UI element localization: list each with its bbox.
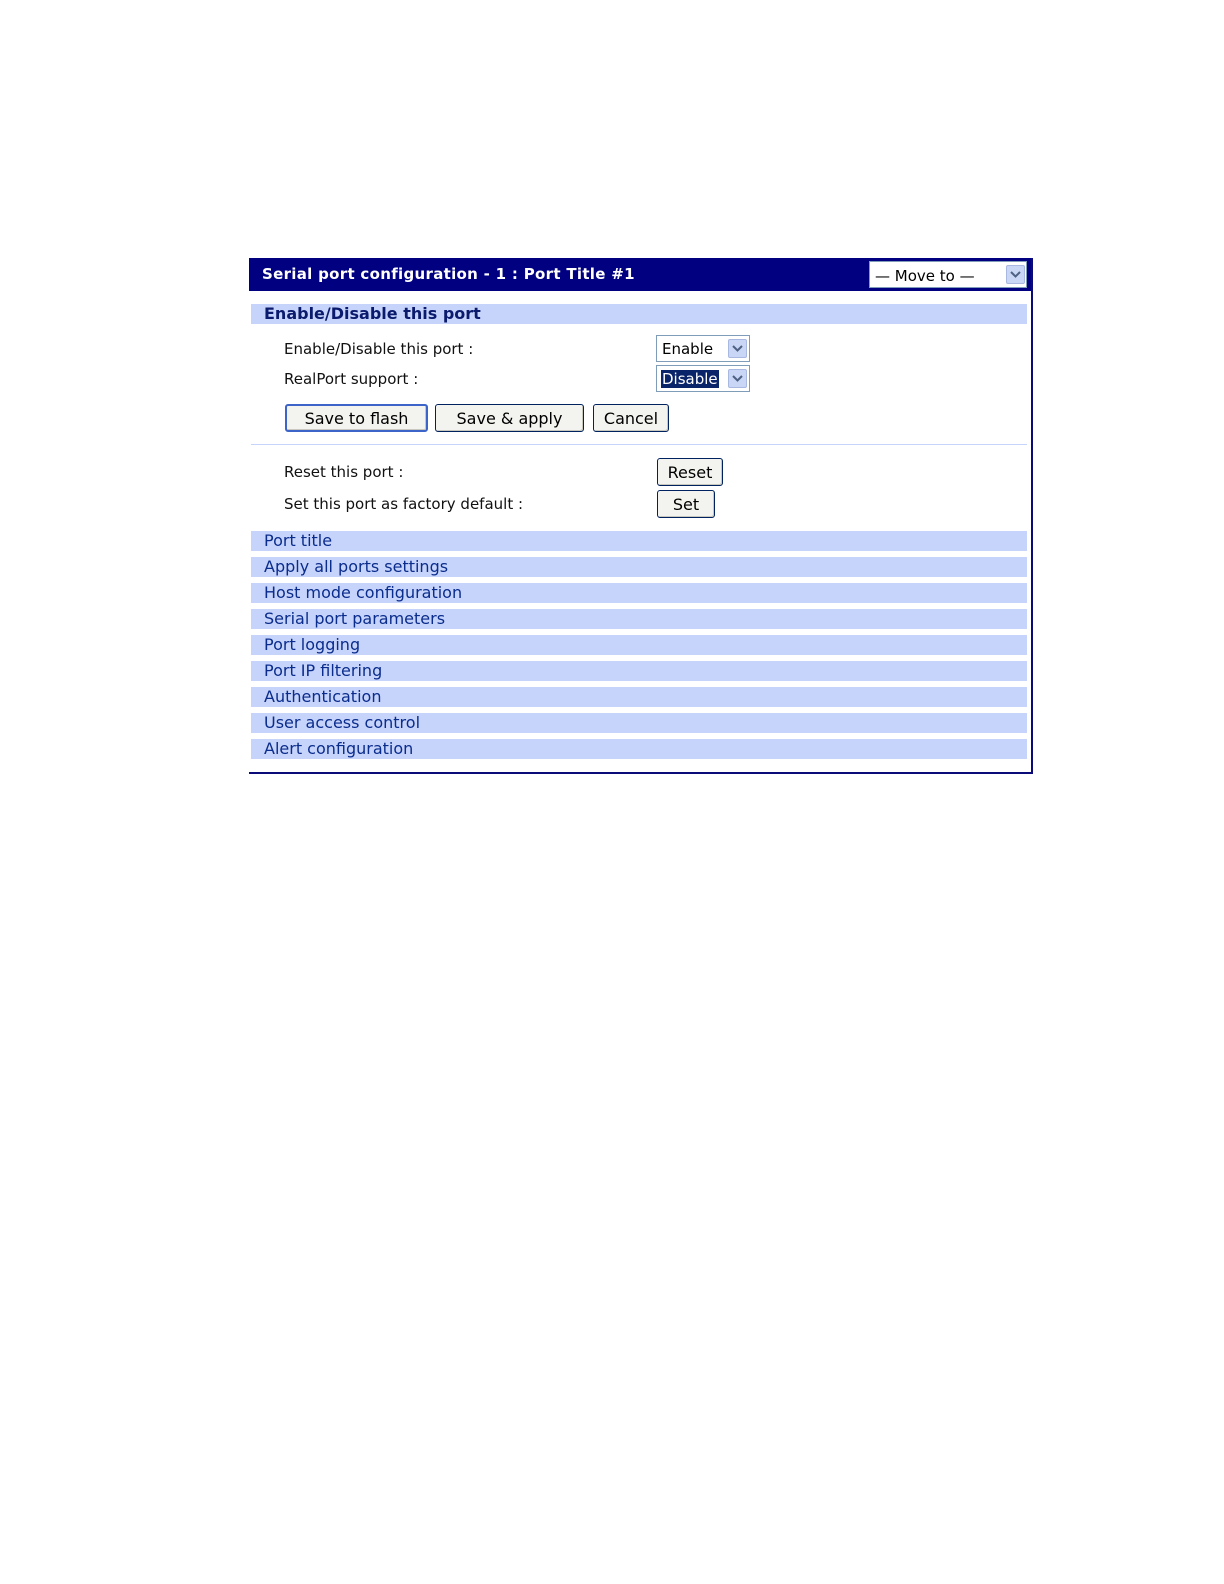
reset-button[interactable]: Reset — [657, 458, 723, 486]
serial-port-config-panel — [249, 258, 1033, 774]
section-port-ip-filtering[interactable]: Port IP filtering — [251, 661, 1027, 681]
realport-label: RealPort support : — [284, 370, 419, 388]
section-port-title[interactable]: Port title — [251, 531, 1027, 551]
section-user-access-control[interactable]: User access control — [251, 713, 1027, 733]
enable-port-value: Enable — [662, 340, 714, 358]
move-to-value: — Move to — — [875, 267, 975, 285]
section-serial-port-parameters[interactable]: Serial port parameters — [251, 609, 1027, 629]
realport-value: Disable — [662, 370, 718, 388]
realport-select[interactable] — [656, 365, 750, 392]
cancel-button[interactable]: Cancel — [593, 404, 669, 432]
chevron-down-icon[interactable] — [728, 339, 747, 358]
save-apply-button[interactable]: Save & apply — [435, 404, 584, 432]
section-apply-all-ports[interactable]: Apply all ports settings — [251, 557, 1027, 577]
factory-default-label: Set this port as factory default : — [284, 495, 524, 513]
chevron-down-icon[interactable] — [1006, 265, 1025, 284]
move-to-select[interactable] — [869, 261, 1027, 288]
section-port-logging[interactable]: Port logging — [251, 635, 1027, 655]
enable-port-label: Enable/Disable this port : — [284, 340, 474, 358]
page-title: Serial port configuration - 1 : Port Title #1 — [262, 265, 635, 283]
section-enable-disable[interactable]: Enable/Disable this port — [251, 304, 1027, 324]
section-host-mode[interactable]: Host mode configuration — [251, 583, 1027, 603]
set-button[interactable]: Set — [657, 490, 715, 518]
save-to-flash-button[interactable]: Save to flash — [285, 404, 428, 432]
chevron-down-icon[interactable] — [728, 369, 747, 388]
divider — [251, 444, 1027, 445]
title-bar — [249, 258, 1031, 291]
reset-port-label: Reset this port : — [284, 463, 404, 481]
section-authentication[interactable]: Authentication — [251, 687, 1027, 707]
section-alert-configuration[interactable]: Alert configuration — [251, 739, 1027, 759]
enable-port-select[interactable] — [656, 335, 750, 362]
